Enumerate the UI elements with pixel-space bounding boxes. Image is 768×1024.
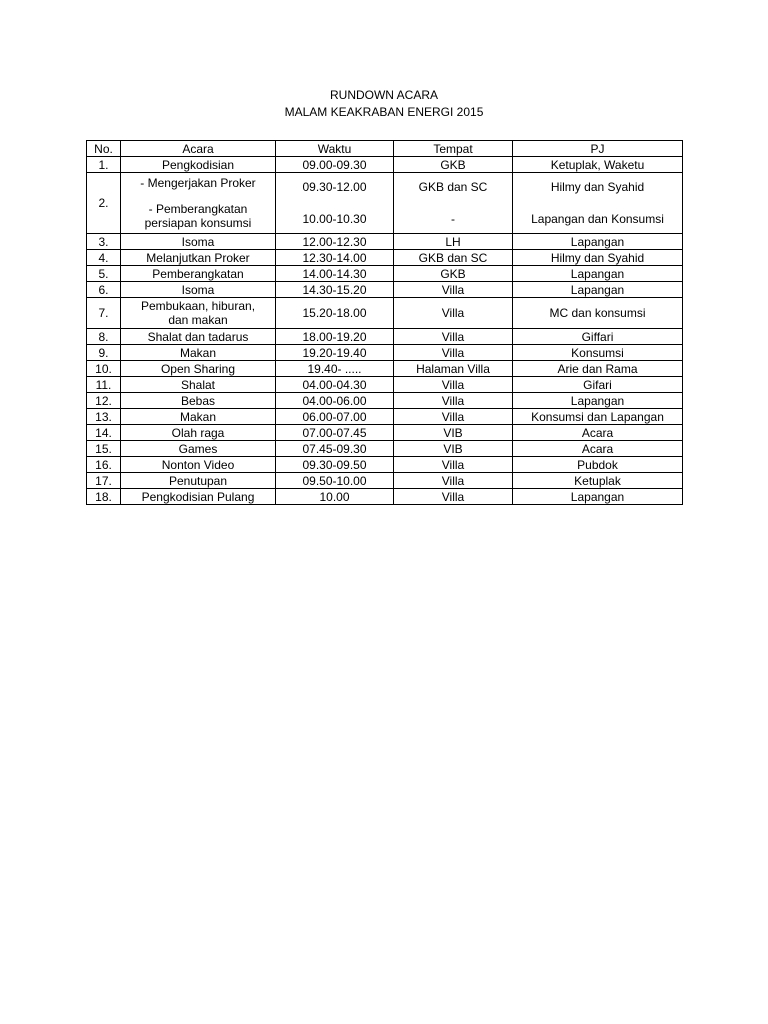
header-tempat: Tempat bbox=[394, 141, 513, 157]
cell-tempat: Villa bbox=[394, 409, 513, 425]
tempat-item-a: GKB dan SC bbox=[418, 180, 488, 194]
cell-tempat: Villa bbox=[394, 489, 513, 505]
cell-no: 4. bbox=[87, 250, 121, 266]
cell-no: 14. bbox=[87, 425, 121, 441]
cell-waktu: 06.00-07.00 bbox=[276, 409, 394, 425]
cell-pj bbox=[513, 173, 683, 234]
table-row bbox=[87, 157, 683, 173]
cell-pj: Lapangan bbox=[513, 489, 683, 505]
cell-no: 17. bbox=[87, 473, 121, 489]
title-line-2: MALAM KEAKRABAN ENERGI 2015 bbox=[284, 105, 484, 119]
cell-waktu: 09.00-09.30 bbox=[276, 157, 394, 173]
cell-pj: Ketuplak bbox=[513, 473, 683, 489]
waktu-item-a: 09.30-12.00 bbox=[302, 180, 367, 194]
cell-waktu: 09.50-10.00 bbox=[276, 473, 394, 489]
cell-tempat: Halaman Villa bbox=[394, 361, 513, 377]
cell-tempat: GKB bbox=[394, 266, 513, 282]
acara-line1: Pembukaan, hiburan, bbox=[140, 299, 256, 313]
cell-no: 13. bbox=[87, 409, 121, 425]
cell-waktu: 18.00-19.20 bbox=[276, 329, 394, 345]
table-header-row bbox=[87, 141, 683, 157]
table-row bbox=[87, 266, 683, 282]
cell-tempat: GKB dan SC bbox=[394, 250, 513, 266]
cell-tempat bbox=[394, 173, 513, 234]
table-row bbox=[87, 345, 683, 361]
cell-no: 5. bbox=[87, 266, 121, 282]
cell-no: 18. bbox=[87, 489, 121, 505]
cell-tempat: VIB bbox=[394, 441, 513, 457]
header-no: No. bbox=[87, 141, 121, 157]
cell-waktu: 14.00-14.30 bbox=[276, 266, 394, 282]
cell-acara bbox=[121, 173, 276, 234]
cell-acara: Open Sharing bbox=[121, 361, 276, 377]
pj-item-b: Lapangan dan Konsumsi bbox=[531, 212, 664, 226]
header-waktu: Waktu bbox=[276, 141, 394, 157]
cell-no: 16. bbox=[87, 457, 121, 473]
cell-acara: Shalat bbox=[121, 377, 276, 393]
cell-waktu: 12.30-14.00 bbox=[276, 250, 394, 266]
table-row bbox=[87, 361, 683, 377]
cell-pj: Acara bbox=[513, 441, 683, 457]
cell-acara: Penutupan bbox=[121, 473, 276, 489]
table-row bbox=[87, 473, 683, 489]
table-row bbox=[87, 234, 683, 250]
cell-waktu: 07.00-07.45 bbox=[276, 425, 394, 441]
cell-tempat: Villa bbox=[394, 329, 513, 345]
cell-tempat: LH bbox=[394, 234, 513, 250]
cell-no: 1. bbox=[87, 157, 121, 173]
cell-pj: Hilmy dan Syahid bbox=[513, 250, 683, 266]
header-acara: Acara bbox=[121, 141, 276, 157]
cell-pj: Konsumsi bbox=[513, 345, 683, 361]
cell-waktu: 10.00 bbox=[276, 489, 394, 505]
cell-waktu: 09.30-09.50 bbox=[276, 457, 394, 473]
cell-no: 2. bbox=[87, 173, 121, 234]
cell-acara: Makan bbox=[121, 409, 276, 425]
cell-waktu: 19.40- ..... bbox=[276, 361, 394, 377]
cell-waktu: 14.30-15.20 bbox=[276, 282, 394, 298]
table-row bbox=[87, 329, 683, 345]
cell-tempat: Villa bbox=[394, 393, 513, 409]
cell-acara: Isoma bbox=[121, 282, 276, 298]
acara-line2: dan makan bbox=[168, 313, 228, 327]
cell-no: 10. bbox=[87, 361, 121, 377]
cell-pj: Lapangan bbox=[513, 266, 683, 282]
cell-pj: Ketuplak, Waketu bbox=[513, 157, 683, 173]
table-row bbox=[87, 393, 683, 409]
cell-pj: Lapangan bbox=[513, 234, 683, 250]
cell-no: 11. bbox=[87, 377, 121, 393]
rundown-table bbox=[86, 140, 683, 505]
cell-acara: Games bbox=[121, 441, 276, 457]
cell-acara: Bebas bbox=[121, 393, 276, 409]
cell-tempat: Villa bbox=[394, 473, 513, 489]
cell-no: 8. bbox=[87, 329, 121, 345]
cell-tempat: VIB bbox=[394, 425, 513, 441]
cell-tempat: Villa bbox=[394, 345, 513, 361]
cell-pj: Pubdok bbox=[513, 457, 683, 473]
table-row bbox=[87, 298, 683, 329]
tempat-item-b: - bbox=[451, 212, 455, 226]
table-row bbox=[87, 173, 683, 234]
cell-acara: Makan bbox=[121, 345, 276, 361]
cell-pj: Arie dan Rama bbox=[513, 361, 683, 377]
cell-tempat: Villa bbox=[394, 377, 513, 393]
cell-waktu: 15.20-18.00 bbox=[276, 298, 394, 329]
cell-waktu: 12.00-12.30 bbox=[276, 234, 394, 250]
acara-item-b-line1: - Pemberangkatan bbox=[148, 202, 248, 216]
cell-tempat: Villa bbox=[394, 282, 513, 298]
title-line-1: RUNDOWN ACARA bbox=[329, 88, 438, 102]
cell-waktu: 19.20-19.40 bbox=[276, 345, 394, 361]
cell-no: 6. bbox=[87, 282, 121, 298]
cell-acara: Isoma bbox=[121, 234, 276, 250]
table-row bbox=[87, 441, 683, 457]
cell-tempat: Villa bbox=[394, 457, 513, 473]
cell-pj: Gifari bbox=[513, 377, 683, 393]
cell-pj: Lapangan bbox=[513, 393, 683, 409]
cell-pj: Lapangan bbox=[513, 282, 683, 298]
cell-acara: Pengkodisian Pulang bbox=[121, 489, 276, 505]
table-row bbox=[87, 282, 683, 298]
cell-no: 9. bbox=[87, 345, 121, 361]
header-pj: PJ bbox=[513, 141, 683, 157]
cell-acara: Nonton Video bbox=[121, 457, 276, 473]
cell-waktu bbox=[276, 173, 394, 234]
cell-acara: Melanjutkan Proker bbox=[121, 250, 276, 266]
cell-no: 7. bbox=[87, 298, 121, 329]
cell-tempat: Villa bbox=[394, 298, 513, 329]
acara-item-b-line2: persiapan konsumsi bbox=[144, 216, 252, 230]
cell-pj: Acara bbox=[513, 425, 683, 441]
table-row bbox=[87, 425, 683, 441]
document-title bbox=[0, 87, 768, 121]
cell-pj: MC dan konsumsi bbox=[513, 298, 683, 329]
cell-acara: Shalat dan tadarus bbox=[121, 329, 276, 345]
cell-waktu: 04.00-06.00 bbox=[276, 393, 394, 409]
cell-no: 15. bbox=[87, 441, 121, 457]
cell-no: 3. bbox=[87, 234, 121, 250]
cell-tempat: GKB bbox=[394, 157, 513, 173]
cell-waktu: 04.00-04.30 bbox=[276, 377, 394, 393]
table-row bbox=[87, 250, 683, 266]
cell-waktu: 07.45-09.30 bbox=[276, 441, 394, 457]
table-row bbox=[87, 457, 683, 473]
waktu-item-b: 10.00-10.30 bbox=[302, 212, 367, 226]
pj-item-a: Hilmy dan Syahid bbox=[550, 180, 645, 194]
cell-acara: Olah raga bbox=[121, 425, 276, 441]
cell-acara bbox=[121, 298, 276, 329]
table-row bbox=[87, 377, 683, 393]
acara-item-a: - Mengerjakan Proker bbox=[140, 176, 256, 190]
table-row bbox=[87, 409, 683, 425]
cell-pj: Konsumsi dan Lapangan bbox=[513, 409, 683, 425]
cell-acara: Pengkodisian bbox=[121, 157, 276, 173]
cell-acara: Pemberangkatan bbox=[121, 266, 276, 282]
cell-pj: Giffari bbox=[513, 329, 683, 345]
table-row bbox=[87, 489, 683, 505]
cell-no: 12. bbox=[87, 393, 121, 409]
